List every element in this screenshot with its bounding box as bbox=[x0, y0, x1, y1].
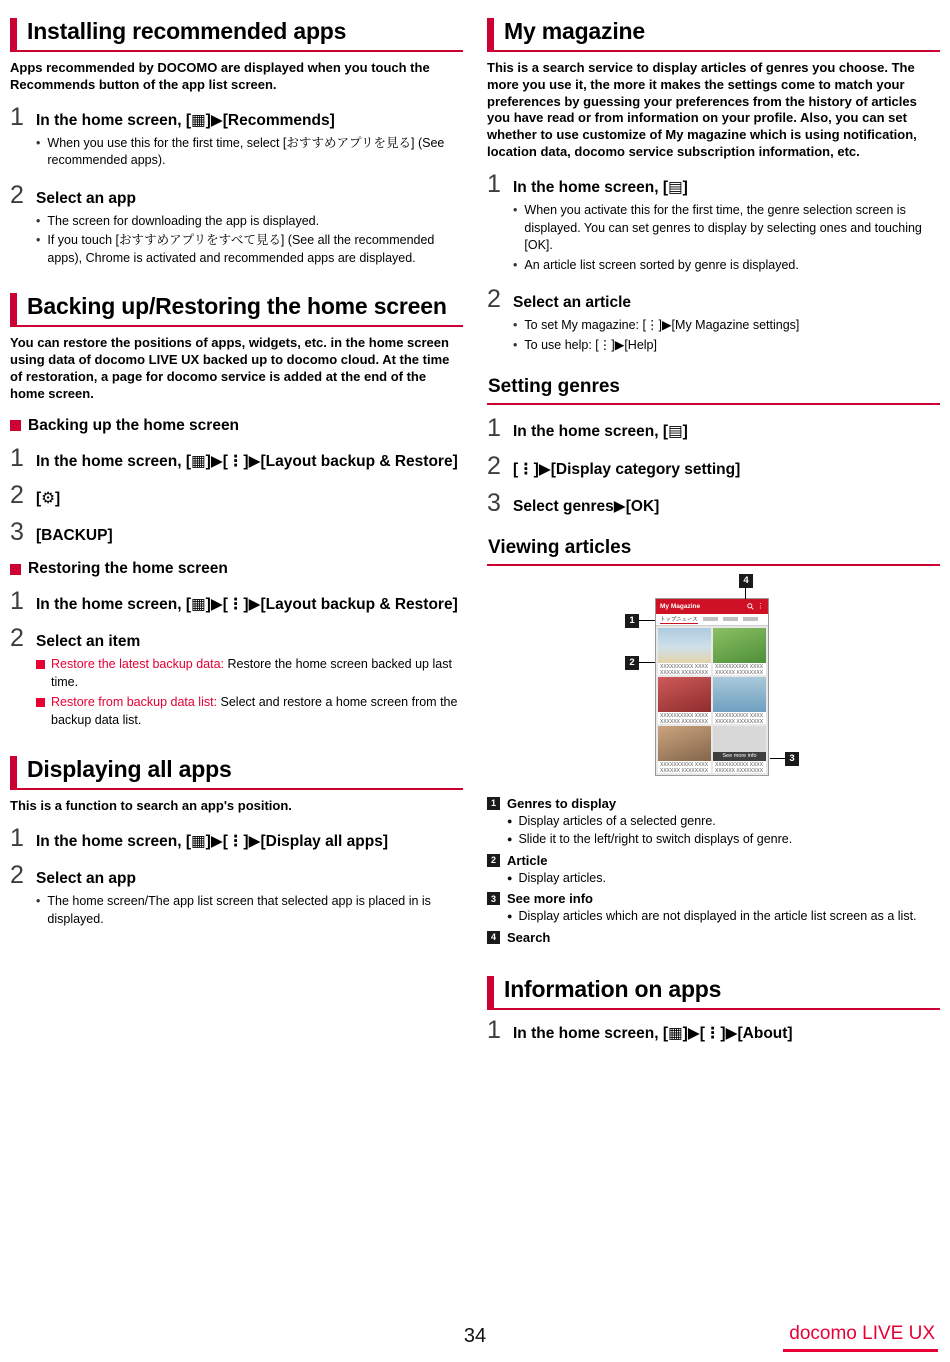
step-number: 3 bbox=[10, 517, 24, 546]
section-my-magazine bbox=[487, 18, 940, 946]
step bbox=[487, 451, 940, 480]
step-instruction: In the home screen, [▦]▶[⋮]▶[About] bbox=[513, 1024, 793, 1042]
step bbox=[10, 443, 463, 472]
step-number: 2 bbox=[10, 180, 24, 209]
subheading-text: Restoring the home screen bbox=[28, 560, 228, 578]
step bbox=[10, 517, 463, 546]
article-thumbnail bbox=[713, 726, 766, 761]
step-instruction: [BACKUP] bbox=[36, 526, 113, 544]
step-instruction: In the home screen, [▦]▶[⋮]▶[Layout backup & Restore] bbox=[36, 596, 458, 614]
subheading-restoring bbox=[10, 560, 463, 578]
step-number: 1 bbox=[10, 102, 24, 131]
legend-badge: 3 bbox=[487, 892, 500, 905]
step-instruction: Select an app bbox=[36, 189, 136, 207]
step bbox=[10, 589, 463, 615]
legend-bullet-text: Display articles of a selected genre. bbox=[518, 814, 716, 829]
section-intro: You can restore the positions of apps, widgets, etc. in the home screen using data of docomo LIVE UX backed up to docomo cloud. At the time of restoration, a page for docomo service is added at the end of the home screen. bbox=[10, 335, 450, 401]
bullet-text: If you touch [おすすめアプリをすべて見る] (See all the recommended apps), Chrome is activated and recommended apps are displayed. bbox=[47, 233, 435, 265]
step-instruction: Select genres▶[OK] bbox=[513, 497, 660, 515]
legend-title: Genres to display bbox=[507, 795, 617, 811]
app-header-bar bbox=[656, 599, 768, 614]
section-title: My magazine bbox=[487, 18, 940, 52]
article-card bbox=[713, 726, 766, 773]
legend-bullet bbox=[507, 870, 940, 887]
section-displaying-all-apps bbox=[10, 756, 463, 930]
page-number: 34 bbox=[463, 1325, 487, 1347]
footer-brand: docomo LIVE UX bbox=[783, 1323, 938, 1352]
step-number: 1 bbox=[487, 170, 501, 199]
section-intro: This is a search service to display articles of genres you choose. The more you use it, the more it makes the settings come to match your preferences by guessing your preferences from the history of articles you have read or from information on your profile. Also, you can set whether to use customize of My magazine which is using notification, location data, docomo service subscription information, etc. bbox=[487, 59, 917, 160]
square-bullet-icon bbox=[36, 698, 45, 707]
section-information-on-apps bbox=[487, 976, 940, 1044]
option-text bbox=[51, 656, 463, 691]
legend-item bbox=[487, 930, 940, 946]
step-instruction: In the home screen, [▤] bbox=[513, 179, 688, 197]
callout-line bbox=[639, 620, 655, 621]
active-genre-tab: トップニュース bbox=[660, 616, 698, 623]
option-item bbox=[36, 656, 463, 691]
article-card bbox=[713, 628, 766, 675]
left-column bbox=[10, 12, 463, 1048]
bullet-text: To use help: [⋮]▶[Help] bbox=[524, 337, 657, 352]
figure-legend bbox=[487, 796, 940, 946]
callout-line bbox=[639, 662, 655, 663]
article-caption: XXXXXXXXXX XXXXXXXXXX XXXXXXXX bbox=[715, 712, 764, 724]
subsection-title-viewing-articles: Viewing articles bbox=[487, 537, 940, 566]
option-description: Select and restore a home screen from the backup data list. bbox=[51, 695, 458, 727]
callout-badge-3: 3 bbox=[785, 752, 799, 766]
article-grid bbox=[656, 626, 768, 775]
article-thumbnail bbox=[658, 677, 711, 712]
article-card bbox=[713, 677, 766, 724]
step-instruction: In the home screen, [▦]▶[⋮]▶[Display all apps] bbox=[36, 832, 388, 850]
article-caption: XXXXXXXXXX XXXXXXXXXX XXXXXXXX bbox=[660, 761, 709, 773]
step-number: 1 bbox=[487, 414, 501, 443]
legend-item bbox=[487, 891, 940, 907]
step-instruction: [⋮]▶[Display category setting] bbox=[513, 460, 741, 478]
legend-bullet-text: Display articles. bbox=[518, 870, 606, 885]
step bbox=[487, 1015, 940, 1044]
callout-badge-2: 2 bbox=[625, 656, 639, 670]
bullet-text: To set My magazine: [⋮]▶[My Magazine settings] bbox=[524, 318, 800, 333]
step bbox=[10, 863, 463, 930]
article-card bbox=[658, 677, 711, 724]
bullet-item bbox=[36, 135, 463, 170]
bullet-dot: ● bbox=[507, 872, 513, 883]
legend-item bbox=[487, 853, 940, 869]
step-number: 2 bbox=[10, 861, 24, 890]
article-thumbnail bbox=[713, 677, 766, 712]
legend-bullet-text: Display articles which are not displayed in the article list screen as a list. bbox=[518, 909, 917, 924]
step-number: 2 bbox=[487, 451, 501, 480]
callout-line bbox=[770, 758, 785, 759]
bullet-item bbox=[513, 257, 940, 275]
square-bullet-icon bbox=[10, 420, 21, 431]
section-title: Installing recommended apps bbox=[10, 18, 463, 52]
bullet-item bbox=[36, 893, 463, 928]
see-more-info-bar: See more info bbox=[713, 752, 766, 761]
bullet-item bbox=[36, 232, 463, 267]
legend-item bbox=[487, 796, 940, 812]
step-number: 1 bbox=[487, 1015, 501, 1044]
article-caption: XXXXXXXXXX XXXXXXXXXX XXXXXXXX bbox=[715, 663, 764, 675]
screenshot-figure bbox=[487, 574, 940, 792]
bullet-item bbox=[513, 337, 940, 355]
bullet-dot: ● bbox=[507, 816, 513, 827]
section-intro: This is a function to search an app's position. bbox=[10, 798, 292, 814]
legend-bullet bbox=[507, 813, 940, 830]
article-caption: XXXXXXXXXX XXXXXXXXXX XXXXXXXX bbox=[660, 663, 709, 675]
bullet-dot: • bbox=[36, 894, 41, 909]
step-instruction: In the home screen, [▤] bbox=[513, 423, 688, 441]
step-instruction: [⚙] bbox=[36, 489, 61, 507]
article-card bbox=[658, 628, 711, 675]
option-label: Restore the latest backup data: bbox=[51, 657, 225, 672]
bullet-dot: • bbox=[36, 233, 41, 248]
search-icon bbox=[747, 603, 754, 610]
legend-title: See more info bbox=[507, 891, 593, 907]
bullet-dot: ● bbox=[507, 834, 513, 845]
subheading-backing-up bbox=[10, 417, 463, 435]
section-title: Backing up/Restoring the home screen bbox=[10, 293, 463, 327]
option-label: Restore from backup data list: bbox=[51, 695, 218, 710]
bullet-item bbox=[36, 213, 463, 231]
step-number: 1 bbox=[10, 587, 24, 616]
option-item bbox=[36, 694, 463, 729]
step-number: 1 bbox=[10, 443, 24, 472]
phone-screenshot bbox=[655, 598, 769, 776]
callout-line bbox=[745, 588, 746, 599]
bullet-text: The screen for downloading the app is displayed. bbox=[47, 213, 320, 228]
step bbox=[487, 488, 940, 517]
bullet-dot: • bbox=[36, 135, 41, 150]
article-caption: XXXXXXXXXX XXXXXXXXXX XXXXXXXX bbox=[715, 761, 764, 773]
subsection-title-setting-genres: Setting genres bbox=[487, 376, 940, 405]
article-thumbnail bbox=[658, 628, 711, 663]
bullet-text: When you use this for the first time, select [おすすめアプリを見る] (See recommended apps). bbox=[47, 135, 445, 168]
bullet-dot: • bbox=[513, 318, 518, 333]
step-instruction: In the home screen, [▦]▶[Recommends] bbox=[36, 111, 335, 129]
step bbox=[10, 480, 463, 509]
article-card bbox=[658, 726, 711, 773]
bullet-text: An article list screen sorted by genre is displayed. bbox=[524, 257, 799, 272]
bullet-item bbox=[513, 202, 940, 255]
bullet-dot: ● bbox=[507, 911, 513, 922]
bullet-item bbox=[513, 317, 940, 335]
square-bullet-icon bbox=[10, 564, 21, 575]
section-title: Displaying all apps bbox=[10, 756, 463, 790]
genre-tab-placeholder bbox=[723, 617, 738, 621]
option-description: Restore the home screen backed up last time. bbox=[51, 657, 452, 689]
step-instruction: In the home screen, [▦]▶[⋮]▶[Layout backup & Restore] bbox=[36, 452, 458, 470]
legend-bullet bbox=[507, 831, 940, 848]
step-number: 1 bbox=[10, 823, 24, 852]
legend-badge: 4 bbox=[487, 931, 500, 944]
legend-bullet-text: Slide it to the left/right to switch displays of genre. bbox=[518, 832, 793, 847]
step bbox=[10, 102, 463, 172]
step bbox=[487, 172, 940, 276]
article-caption: XXXXXXXXXX XXXXXXXXXX XXXXXXXX bbox=[660, 712, 709, 724]
bullet-text: When you activate this for the first time, the genre selection screen is displayed. You can set genres to display by selecting ones and touching [OK]. bbox=[524, 203, 922, 253]
step bbox=[10, 180, 463, 270]
step-number: 2 bbox=[487, 285, 501, 314]
genre-tab-placeholder bbox=[703, 617, 718, 621]
legend-badge: 2 bbox=[487, 854, 500, 867]
bullet-dot: • bbox=[513, 203, 518, 218]
step bbox=[10, 626, 463, 732]
step-number: 3 bbox=[487, 488, 501, 517]
step bbox=[487, 416, 940, 442]
section-backup-restore-home-screen bbox=[10, 293, 463, 732]
overflow-menu-icon: ⋮ bbox=[757, 602, 764, 610]
section-title: Information on apps bbox=[487, 976, 940, 1010]
step bbox=[10, 823, 463, 852]
right-column bbox=[487, 12, 940, 1048]
genre-tab-bar bbox=[656, 614, 768, 626]
step bbox=[487, 287, 940, 356]
step-instruction: Select an app bbox=[36, 870, 136, 888]
legend-bullet bbox=[507, 908, 940, 925]
legend-badge: 1 bbox=[487, 797, 500, 810]
bullet-dot: • bbox=[513, 337, 518, 352]
legend-title: Search bbox=[507, 929, 551, 945]
bullet-dot: • bbox=[36, 213, 41, 228]
genre-tab-placeholder bbox=[743, 617, 758, 621]
article-thumbnail bbox=[658, 726, 711, 761]
step-number: 2 bbox=[10, 480, 24, 509]
square-bullet-icon bbox=[36, 660, 45, 669]
step-number: 2 bbox=[10, 624, 24, 653]
legend-title: Article bbox=[507, 852, 548, 868]
callout-badge-4: 4 bbox=[739, 574, 753, 588]
callout-badge-1: 1 bbox=[625, 614, 639, 628]
section-installing-recommended-apps bbox=[10, 18, 463, 269]
section-intro: Apps recommended by DOCOMO are displayed when you touch the Recommends button of the app list screen. bbox=[10, 59, 430, 92]
bullet-dot: • bbox=[513, 257, 518, 272]
subheading-text: Backing up the home screen bbox=[28, 416, 240, 434]
article-thumbnail bbox=[713, 628, 766, 663]
app-title: My Magazine bbox=[660, 602, 701, 610]
step-instruction: Select an item bbox=[36, 633, 141, 651]
option-text bbox=[51, 694, 463, 729]
bullet-text: The home screen/The app list screen that selected app is placed in is displayed. bbox=[47, 894, 431, 926]
step-instruction: Select an article bbox=[513, 294, 632, 312]
